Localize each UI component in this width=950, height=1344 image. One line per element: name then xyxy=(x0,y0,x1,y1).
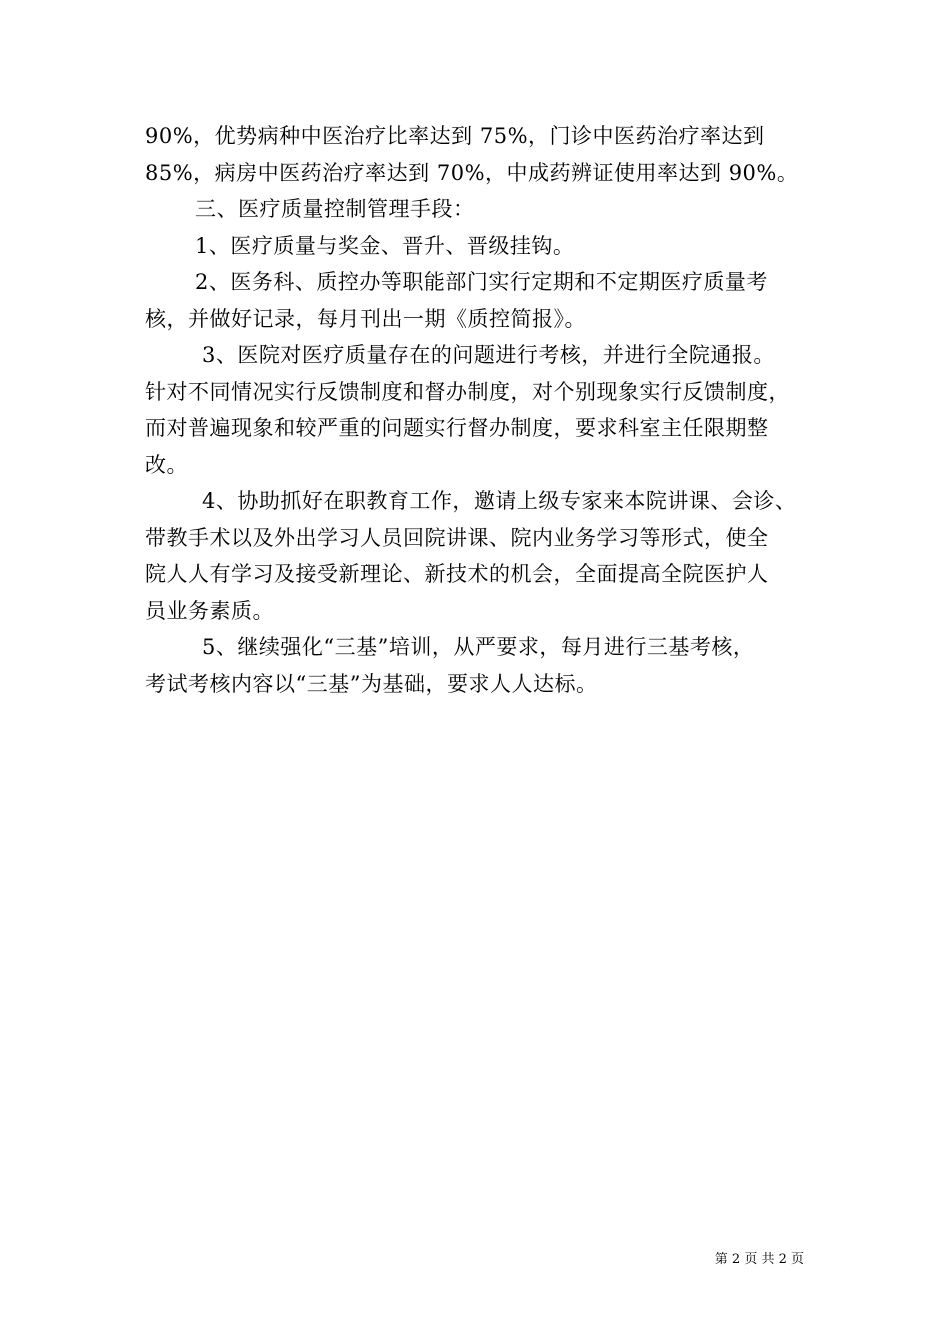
text-line: 2、医务科、质控办等职能部门实行定期和不定期医疗质量考 xyxy=(195,270,768,294)
text-line: 考试考核内容以“三基”为基础，要求人人达标。 xyxy=(145,671,598,696)
paragraph-rates xyxy=(145,118,815,191)
text-line: 三、医疗质量控制管理手段： xyxy=(195,197,475,221)
text-line: 院人人有学习及接受新理论、新技术的机会，全面提高全院医护人 xyxy=(145,562,769,586)
paragraph-item-4 xyxy=(145,483,815,629)
paragraph-item-3 xyxy=(145,337,815,483)
text-line: 85%，病房中医药治疗率达到 70%，中成药辨证使用率达到 90%。 xyxy=(145,160,799,185)
text-line: 针对不同情况实行反馈制度和督办制度，对个别现象实行反馈制度， xyxy=(145,379,790,404)
text-line: 3、医院对医疗质量存在的问题进行考核，并进行全院通报。 xyxy=(202,343,775,367)
text-line: 改。 xyxy=(145,452,188,477)
text-line: 员业务素质。 xyxy=(145,598,274,623)
page-number-footer: 第 2 页 共 2 页 xyxy=(714,1252,804,1267)
section-heading-3 xyxy=(145,191,815,228)
document-body xyxy=(145,118,815,702)
text-line: 而对普遍现象和较严重的问题实行督办制度，要求科室主任限期整 xyxy=(145,416,769,440)
text-line: 90%，优势病种中医治疗比率达到 75%，门诊中医药治疗率达到 xyxy=(145,124,765,148)
paragraph-item-5 xyxy=(145,629,815,702)
paragraph-item-2 xyxy=(145,264,815,337)
text-line: 带教手术以及外出学习人员回院讲课、院内业务学习等形式，使全 xyxy=(145,525,769,550)
text-line: 1、医疗质量与奖金、晋升、晋级挂钩。 xyxy=(195,233,575,258)
paragraph-item-1 xyxy=(145,228,815,265)
text-line: 5、继续强化“三基”培训，从严要求，每月进行三基考核， xyxy=(202,635,755,659)
text-line: 核，并做好记录，每月刊出一期《质控简报》。 xyxy=(145,306,586,331)
text-line: 4、协助抓好在职教育工作，邀请上级专家来本院讲课、会诊、 xyxy=(202,489,797,513)
